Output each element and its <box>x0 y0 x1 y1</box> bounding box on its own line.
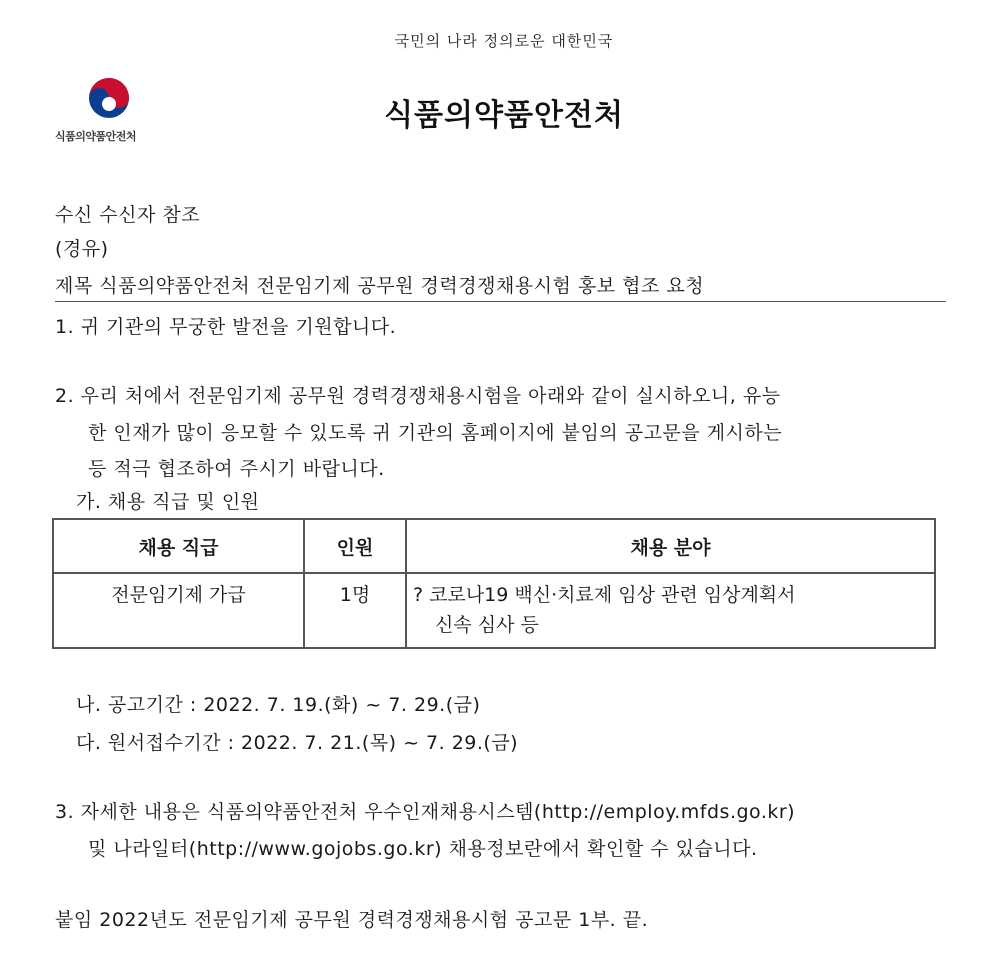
subject-line: 제목 식품의약품안전처 전문임기제 공무원 경력경쟁채용시험 홍보 협조 요청 <box>55 275 705 297</box>
header-grade: 채용 직급 <box>53 519 304 573</box>
cell-field-line-2: 신속 심사 등 <box>435 614 539 636</box>
header-count: 인원 <box>304 519 406 573</box>
section-na: 나. 공고기간 : 2022. 7. 19.(화) ~ 7. 29.(금) <box>76 694 481 716</box>
paragraph-2-line-1: 2. 우리 처에서 전문임기제 공무원 경력경쟁채용시험을 아래와 같이 실시하오니, 유능 <box>55 385 781 407</box>
cell-field-line-1: ? 코로나19 백신·치료제 임상 관련 임상계획서 <box>413 584 796 606</box>
logo-text: 식품의약품안전처 <box>55 130 137 143</box>
recruitment-table <box>52 518 936 649</box>
national-slogan: 국민의 나라 정의로운 대한민국 <box>394 32 614 50</box>
cell-field <box>406 573 935 648</box>
attachment-line: 붙임 2022년도 전문임기제 공무원 경력경쟁채용시험 공고문 1부. 끝. <box>55 909 649 931</box>
recipient-line: 수신 수신자 참조 <box>55 204 201 226</box>
paragraph-1: 1. 귀 기관의 무궁한 발전을 기원합니다. <box>55 316 397 338</box>
subject-divider <box>55 301 946 302</box>
paragraph-3-line-2: 및 나라일터(http://www.gojobs.go.kr) 채용정보란에서 확인할 수 있습니다. <box>88 838 758 860</box>
agency-title: 식품의약품안전처 <box>384 98 624 133</box>
table-row <box>53 573 935 648</box>
section-ga: 가. 채용 직급 및 인원 <box>76 491 260 513</box>
header-field: 채용 분야 <box>406 519 935 573</box>
table-header-row <box>53 519 935 573</box>
section-da: 다. 원서접수기간 : 2022. 7. 21.(목) ~ 7. 29.(금) <box>76 732 519 754</box>
via-line: (경유) <box>55 238 109 260</box>
paragraph-3-line-1: 3. 자세한 내용은 식품의약품안전처 우수인재채용시스템(http://employ.mfds.go.kr) <box>55 801 796 823</box>
cell-grade: 전문임기제 가급 <box>53 573 304 648</box>
paragraph-2-line-2: 한 인재가 많이 응모할 수 있도록 귀 기관의 홈페이지에 붙임의 공고문을 게시하는 <box>88 422 783 444</box>
cell-count: 1명 <box>304 573 406 648</box>
paragraph-2-line-3: 등 적극 협조하여 주시기 바랍니다. <box>88 458 385 480</box>
